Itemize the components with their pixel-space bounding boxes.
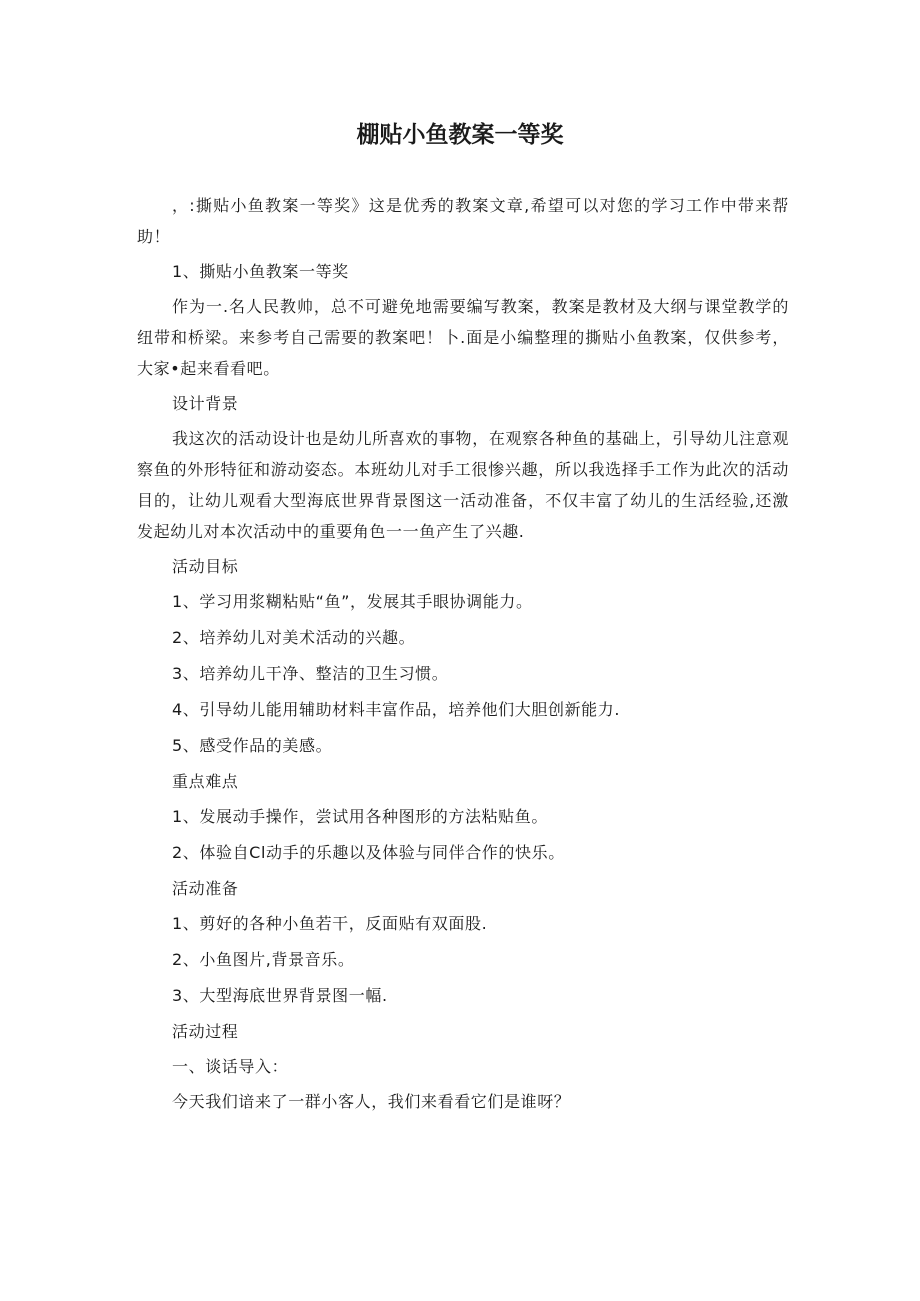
section-heading-preparation: 活动准备 [172,879,239,898]
list-item: 1、剪好的各种小鱼若干，反面贴有双面股. [172,914,488,933]
section-heading-process: 活动过程 [172,1022,239,1041]
list-item: 5、感受作品的美感。 [172,736,333,755]
list-item: 1、学习用浆糊粘贴“鱼”，发展其手眼协调能力。 [172,592,533,611]
section-heading: 1、撕贴小鱼教案一等奖 [172,262,349,281]
list-item: 1、发展动手操作，尝试用各种图形的方法粘贴鱼。 [172,807,548,826]
body-paragraph: 我这次的活动设计也是幼儿所喜欢的事物，在观察各种鱼的基础上，引导幼儿注意观察鱼的外形特征和游动姿态。本班幼儿对手工很惨兴趣，所以我选择手工作为此次的活动目的，让幼儿观看大型海底世界背景图这一活动准备，不仅丰富了幼儿的生活经验,还激发起幼儿对本次活动中的重要角色一一鱼产生了兴趣. [137,429,789,541]
list-item: 3、培养幼儿干净、整洁的卫生习惯。 [172,664,449,683]
list-item: 4、引导幼儿能用辅助材料丰富作品，培养他们大胆创新能力. [172,700,621,719]
document-title: 棚贴小鱼教案一等奖 [356,122,564,148]
section-heading-design-background: 设计背景 [172,394,239,413]
body-paragraph: 作为一.名人民教帅，总不可避免地需要编写教案，教案是教材及大纲与课堂教学的纽带和桥梁。来参考自己需要的教案吧！卜.面是小编整理的撕贴小鱼教案，仅供参考，大家•起来看看吧。 [137,297,789,378]
intro-paragraph: ，:撕贴小鱼教案一等奖》这是优秀的教案文章,希望可以对您的学习工作中带来帮助！ [137,196,789,246]
list-item: 2、小鱼图片,背景音乐。 [172,950,355,969]
section-heading-activity-goals: 活动目标 [172,557,239,576]
sub-heading: 一、谈话导入： [172,1057,289,1076]
list-item: 2、培养幼儿对美术活动的兴趣。 [172,628,416,647]
list-item: 3、大型海底世界背景图一幅. [172,986,388,1005]
section-heading-key-points: 重点难点 [172,772,239,791]
document-body [137,190,789,1121]
list-item: 2、体验自Cl动手的乐趣以及体验与同伴合作的快乐。 [172,843,565,862]
body-paragraph: 今天我们谙来了一群小客人，我们来看看它们是谁呀？ [172,1092,571,1111]
